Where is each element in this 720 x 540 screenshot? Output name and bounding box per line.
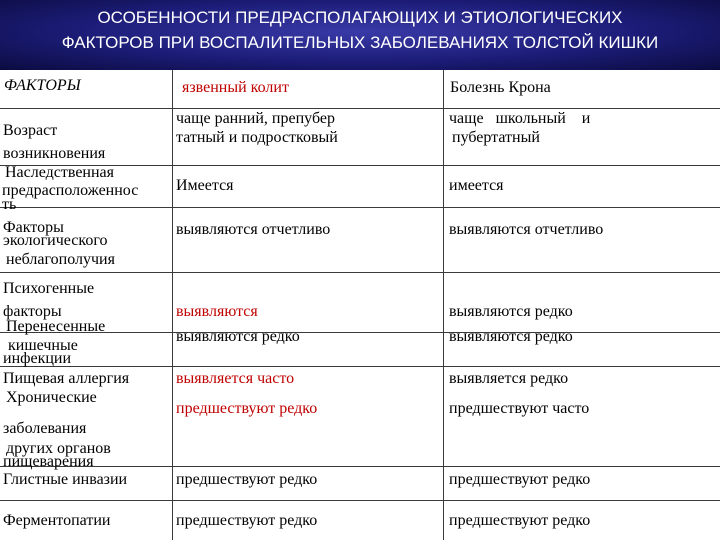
factor-helminth: Глистные инвазии	[3, 471, 128, 488]
crohn-chronic: предшествуют часто	[449, 400, 590, 417]
uc-psycho: выявляются	[176, 303, 258, 320]
factor-chronic-line-1: Хронические	[6, 389, 97, 406]
uc-enzymo: предшествуют редко	[176, 512, 318, 529]
row-divider	[0, 500, 720, 501]
factor-infections-line-3: инфекции	[3, 350, 72, 367]
factor-chronic-line-3: других органов	[6, 440, 111, 457]
title-banner	[0, 0, 720, 70]
crohn-age-line-2: пубертатный	[452, 129, 540, 146]
row-divider	[0, 366, 720, 367]
crohn-psycho: выявляются редко	[449, 303, 573, 320]
row-divider	[0, 108, 720, 109]
factor-allergy: Пищевая аллергия	[3, 370, 130, 387]
factor-infections-line-1: Перенесенные	[6, 318, 106, 335]
comparison-table	[0, 70, 720, 540]
factor-heredity-line-1: Наследственная	[5, 164, 115, 181]
column-divider	[443, 70, 444, 540]
factor-age-line-2: возникновения	[3, 145, 106, 162]
crohn-enzymo: предшествуют редко	[449, 512, 591, 529]
factor-psycho-line-1: Психогенные	[3, 280, 95, 297]
factor-enzymo: Ферментопатии	[3, 512, 111, 529]
page-title-line-2: ФАКТОРОВ ПРИ ВОСПАЛИТЕЛЬНЫХ ЗАБОЛЕВАНИЯХ ТОЛСТОЙ КИШКИ	[61, 33, 659, 52]
factor-ecology-line-2: экологического	[3, 232, 108, 249]
factor-ecology-line-1: Факторы	[3, 219, 64, 236]
crohn-age-line-1: чаще школьный и	[449, 110, 591, 127]
crohn-ecology: выявляются отчетливо	[449, 221, 604, 238]
crohn-infections: выявляются редко	[449, 328, 573, 345]
header-crohns-disease: Болезнь Крона	[450, 79, 551, 96]
uc-heredity: Имеется	[176, 177, 234, 194]
row-divider	[0, 332, 720, 333]
row-divider	[0, 466, 720, 467]
header-factors: ФАКТОРЫ	[4, 77, 81, 94]
row-divider	[0, 272, 720, 273]
factor-ecology-line-3: неблагополучия	[6, 251, 115, 268]
row-divider	[0, 207, 720, 208]
factor-psycho-line-2: факторы	[3, 303, 62, 320]
uc-infections: выявляются редко	[176, 328, 300, 345]
header-ulcerative-colitis: язвенный колит	[182, 79, 289, 96]
factor-heredity-line-3: ть	[2, 196, 17, 213]
page-title-line-1: ОСОБЕННОСТИ ПРЕДРАСПОЛАГАЮЩИХ И ЭТИОЛОГИЧЕСКИХ	[97, 8, 623, 27]
column-divider	[172, 70, 173, 540]
crohn-allergy: выявляется редко	[449, 370, 569, 387]
uc-allergy: выявляется часто	[176, 370, 295, 387]
crohn-heredity: имеется	[449, 177, 504, 194]
factor-infections-line-2: кишечные	[8, 337, 78, 354]
uc-chronic: предшествуют редко	[176, 400, 318, 417]
uc-helminth: предшествуют редко	[176, 471, 318, 488]
crohn-helminth: предшествуют редко	[449, 471, 591, 488]
uc-ecology: выявляются отчетливо	[176, 221, 331, 238]
factor-age-line-1: Возраст	[3, 122, 58, 139]
uc-age-line-1: чаще ранний, препубер	[176, 110, 335, 127]
factor-chronic-line-2: заболевания	[3, 420, 87, 437]
factor-chronic-line-4: пищеварения	[3, 453, 94, 470]
factor-heredity-line-2: предрасположеннос	[2, 182, 139, 199]
uc-age-line-2: татный и подростковый	[176, 129, 338, 146]
